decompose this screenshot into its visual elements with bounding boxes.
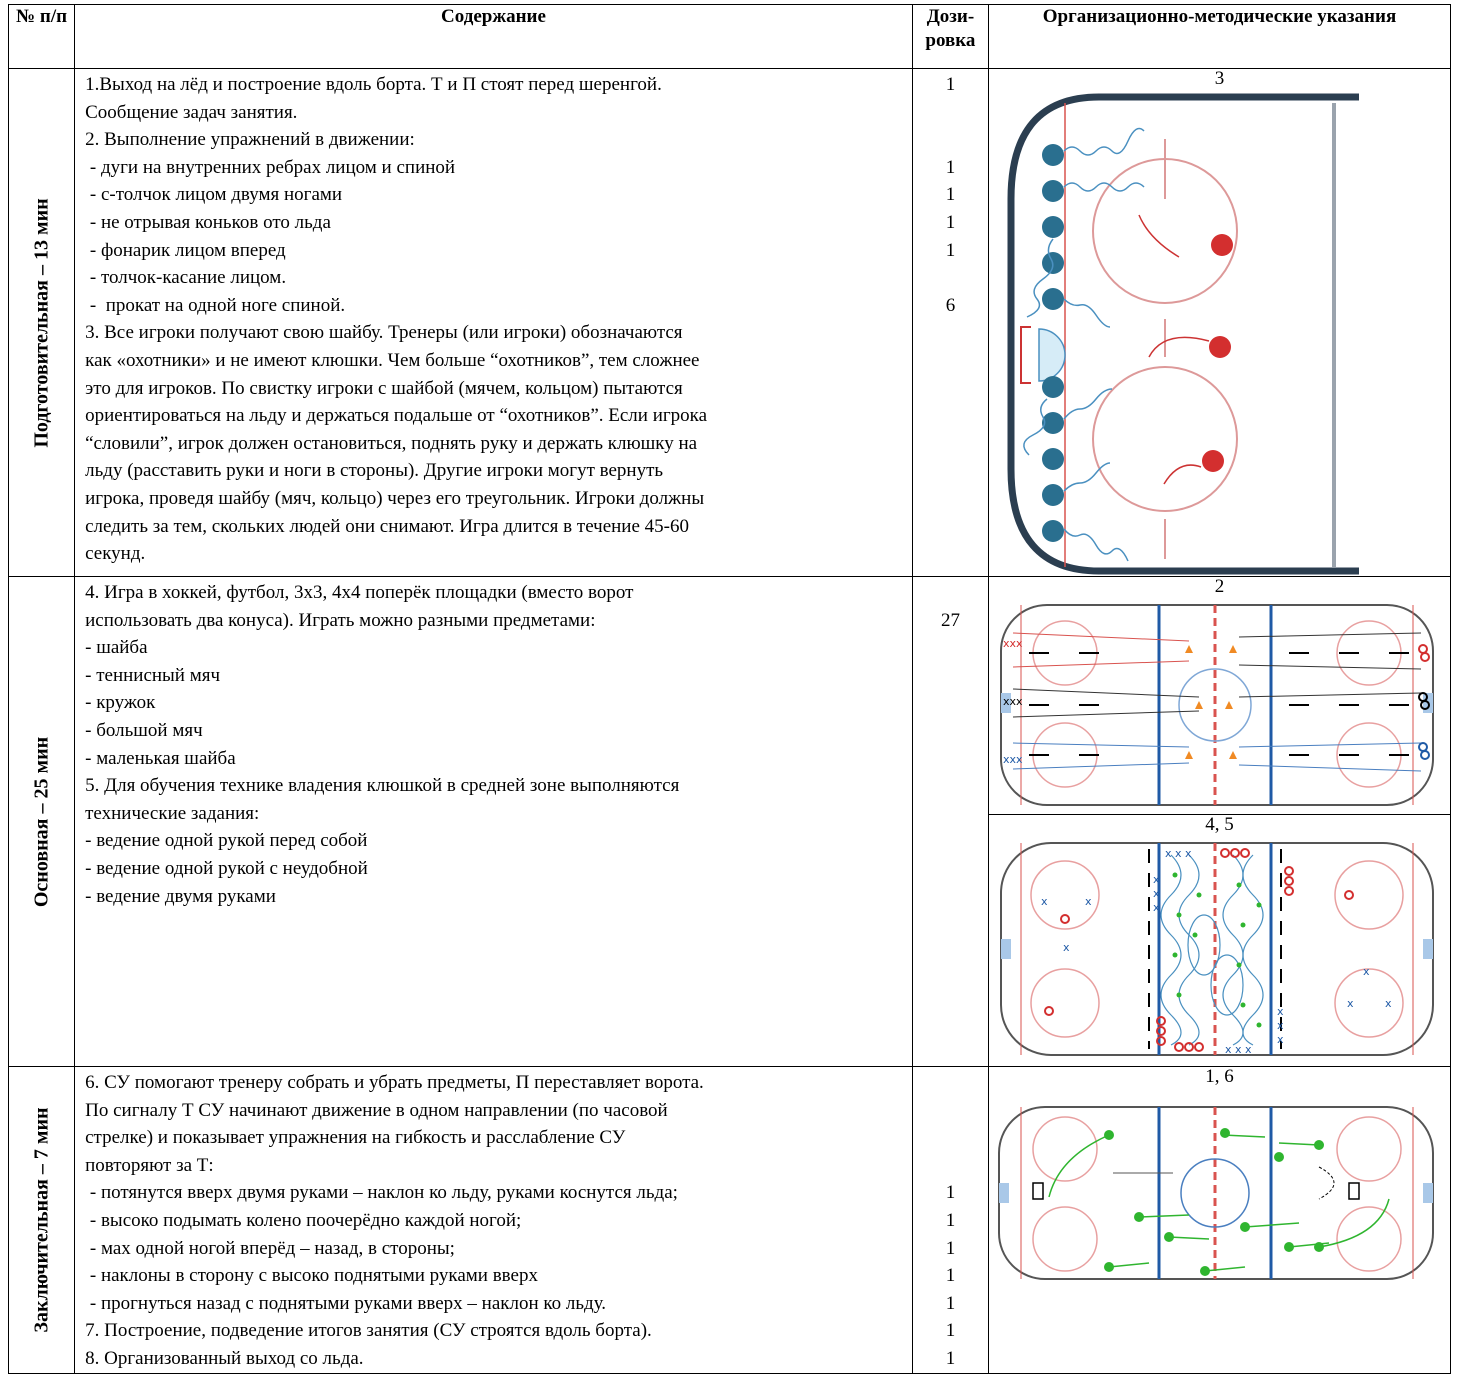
content-line: повторяют за Т:: [85, 1154, 214, 1176]
content-line: - ведение одной рукой перед собой: [85, 830, 368, 852]
content-line: - шайба: [85, 637, 148, 659]
content-line: - толчок-касание лицом.: [85, 267, 287, 289]
dose-list: [913, 577, 988, 631]
rink-diagram-warmup: [989, 89, 1447, 575]
lesson-plan-table: [8, 4, 1451, 1374]
dose-value: [913, 1152, 988, 1180]
dose-value: [913, 1069, 988, 1097]
section-title: Основная – 25 мин: [30, 736, 53, 907]
dose-list: [913, 69, 988, 316]
section-title-cell: [9, 577, 75, 1067]
svg-text:x: x: [1063, 941, 1070, 954]
dose-value: 6: [945, 294, 956, 316]
section-content: [75, 1067, 913, 1374]
svg-text:xxx: xxx: [1003, 637, 1023, 650]
svg-text:x: x: [1363, 965, 1370, 978]
dose-cell: [912, 577, 988, 1067]
figure-label: 3: [1214, 68, 1225, 89]
content-line: 3. Все игроки получают свою шайбу. Тренеры (или игроки) обозначаются: [85, 322, 683, 344]
header-content: Содержание: [75, 5, 913, 69]
content-line: - потянутся вверх двумя руками – наклон ко льду, руками коснутся льда;: [85, 1182, 678, 1204]
dose-list: [913, 1067, 988, 1369]
header-org: Организационно-методические указания: [989, 5, 1451, 69]
svg-text:x: x: [1153, 901, 1160, 914]
svg-text:x: x: [1277, 1033, 1284, 1046]
svg-text:x: x: [1041, 895, 1048, 908]
content-line: игрока, проведя шайбу (мяч, кольцо) через его треугольник. Игроки должны: [85, 487, 705, 509]
content-line: 4. Игра в хоккей, футбол, 3х3, 4х4 поперёк площадки (вместо ворот: [85, 582, 634, 603]
content-line: 5. Для обучения технике владения клюшкой в средней зоне выполняются: [85, 775, 680, 797]
content-line: - маленькая шайба: [85, 747, 236, 769]
section-title-cell: [9, 1067, 75, 1374]
content-line: технические задания:: [85, 802, 260, 824]
content-line: льду (расставить руки и ноги в стороны). Другие игроки могут вернуть: [85, 460, 664, 482]
figure-label-2: 4, 5: [1205, 814, 1234, 835]
section-content: [75, 577, 913, 1067]
dose-value: 1: [945, 239, 956, 261]
content-line: это для игроков. По свистку игроки с шайбой (мячем, кольцом) пытаются: [85, 377, 683, 399]
content-line: 2. Выполнение упражнений в движении:: [85, 129, 415, 151]
content-line: секунд.: [85, 543, 146, 565]
content-line: - теннисный мяч: [85, 664, 221, 686]
rink-diagram-cooldown: [989, 1087, 1447, 1287]
dose-value: 1: [945, 1347, 956, 1369]
dose-value: 1: [945, 1237, 956, 1259]
rink-diagram-stickhandling: [989, 835, 1447, 1063]
svg-text:x: x: [1153, 887, 1160, 900]
svg-text:x: x: [1153, 873, 1160, 886]
figure-label: 1, 6: [1205, 1066, 1234, 1087]
content-line: 6. СУ помогают тренеру собрать и убрать предметы, П переставляет ворота.: [85, 1072, 704, 1093]
content-lines: [75, 69, 912, 568]
dose-value: 1: [945, 156, 956, 178]
content-line: - большой мяч: [85, 719, 203, 741]
content-line: 7. Построение, подведение итогов занятия (СУ строятся вдоль борта).: [85, 1320, 652, 1342]
dose-value: [913, 1097, 988, 1125]
content-line: 1.Выход на лёд и построение вдоль борта. Т и П стоят перед шеренгой.: [85, 74, 662, 95]
dose-value: 1: [945, 211, 956, 233]
figure-label: 2: [1214, 576, 1225, 597]
dose-cell: [912, 69, 988, 577]
dose-value: [913, 126, 988, 154]
svg-text:x: x: [1277, 1005, 1284, 1018]
content-line: стрелке) и показывает упражнения на гибкость и расслабление СУ: [85, 1127, 626, 1149]
svg-text:xxx: xxx: [1003, 753, 1023, 766]
content-line: - не отрывая коньков ото льда: [85, 211, 331, 233]
content-line: - высоко подымать колено поочерёдно каждой ногой;: [85, 1209, 522, 1231]
svg-text:x x x: x x x: [1225, 1043, 1252, 1056]
dose-cell: [912, 1067, 988, 1374]
header-dose: Дози-ровка: [912, 5, 988, 69]
content-lines: [75, 577, 912, 910]
content-line: - дуги на внутренних ребрах лицом и спиной: [85, 156, 456, 178]
content-lines: [75, 1067, 912, 1373]
svg-text:x: x: [1277, 1019, 1284, 1032]
svg-text:x: x: [1347, 997, 1354, 1010]
dose-value: 1: [945, 184, 956, 206]
svg-text:x: x: [1385, 997, 1392, 1010]
header-num: № п/п: [9, 5, 75, 69]
svg-text:xxx: xxx: [1003, 695, 1023, 708]
section-title: Подготовительная – 13 мин: [30, 197, 53, 448]
section-title-cell: [9, 69, 75, 577]
dose-value: 1: [945, 74, 956, 95]
dose-value: [913, 1124, 988, 1152]
section-content: [75, 69, 913, 577]
content-line: - наклоны в сторону с высоко поднятыми руками вверх: [85, 1265, 538, 1287]
content-line: - с-толчок лицом двумя ногами: [85, 184, 343, 206]
dose-value: 1: [945, 1292, 956, 1314]
content-line: ориентироваться на льду и держаться подальше от “охотников”. Если игрока: [85, 405, 708, 427]
content-line: - прокат на одной ноге спиной.: [85, 294, 346, 316]
svg-text:x x x: x x x: [1165, 847, 1192, 860]
dose-value: 1: [945, 1209, 956, 1231]
dose-value: 1: [945, 1265, 956, 1287]
section-title: Заключительная – 7 мин: [30, 1107, 53, 1333]
dose-value: 27: [940, 609, 960, 631]
rink-diagram-crossice: [989, 597, 1447, 811]
content-line: - фонарик лицом вперед: [85, 239, 286, 261]
figure-cell: [989, 1067, 1451, 1374]
figure-cell: [989, 69, 1451, 577]
dose-value: [913, 579, 988, 607]
content-line: - ведение двумя руками: [85, 885, 276, 907]
content-line: Сообщение задач занятия.: [85, 101, 298, 123]
content-line: - ведение одной рукой с неудобной: [85, 857, 368, 879]
content-line: - прогнуться назад с поднятыми руками вверх – наклон ко льду.: [85, 1292, 607, 1314]
content-line: “словили”, игрок должен остановиться, поднять руку и держать клюшку на: [85, 432, 698, 454]
dose-value: 1: [945, 1182, 956, 1204]
dose-value: 1: [945, 1320, 956, 1342]
content-line: - кружок: [85, 692, 156, 714]
content-line: как «охотники» и не имеют клюшки. Чем больше “охотников”, тем сложнее: [85, 349, 700, 371]
dose-value: [913, 99, 988, 127]
content-line: следить за тем, скольких людей они снимают. Игра длится в течение 45-60: [85, 515, 689, 537]
dose-value: [913, 264, 988, 292]
svg-text:x: x: [1085, 895, 1092, 908]
content-line: По сигналу Т СУ начинают движение в одном направлении (по часовой: [85, 1099, 668, 1121]
content-line: - мах одной ногой вперёд – назад, в стороны;: [85, 1237, 455, 1259]
content-line: 8. Организованный выход со льда.: [85, 1347, 364, 1369]
figure-cell: [989, 577, 1451, 1067]
content-line: использовать два конуса). Играть можно разными предметами:: [85, 609, 596, 631]
